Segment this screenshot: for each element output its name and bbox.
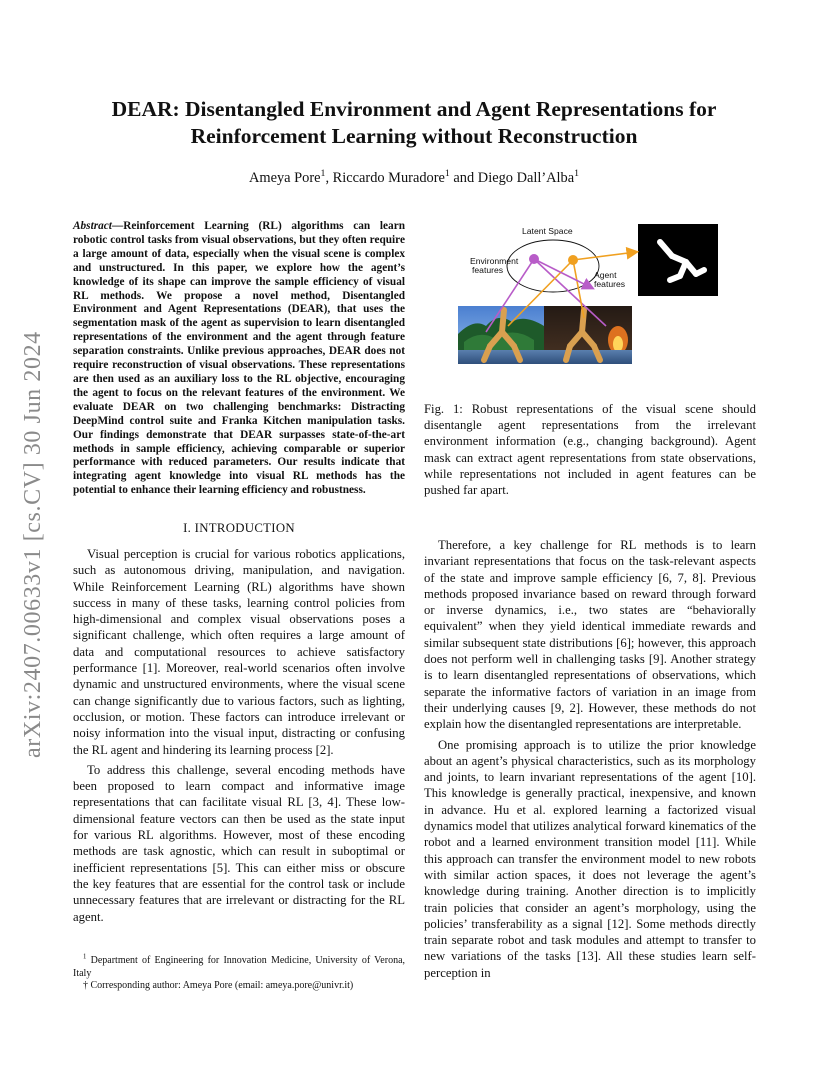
body-paragraph: Visual perception is crucial for various robotics applications, such as autonomous driving, manipulation, and navigation. While Reinforcement Learning (RL) algorithms have shown success in many of these tasks, learning control policies from high-dimensional and complex visual observations poses a significant challenge, which often requires a large amount of data and computational resources to achieve satisfactory performance [1]. Moreover, real-world scenarios often involve dynamic and unstructured environments, where the visual scene can change significantly due to various factors, such as lighting, occlusion, or motion. These factors can introduce irrelevant or noisy information into the visual input, distracting or confusing the RL agent and hindering its learning process [2].: [73, 547, 405, 757]
title-line-1: DEAR: Disentangled Environment and Agent Representations for: [111, 97, 717, 121]
environment-features-label: Environment: [470, 256, 519, 266]
author-name: Riccardo Muradore: [332, 170, 445, 186]
footnote-mark: 1: [83, 953, 87, 961]
affiliation-mark: 1: [444, 168, 450, 180]
agent-features-label: features: [594, 279, 626, 289]
author-separator: and: [449, 170, 478, 186]
footnote-text: Department of Engineering for Innovation Medicine, University of Verona, Italy: [73, 955, 406, 979]
author-name: Ameya Pore: [249, 170, 321, 186]
footnotes: [73, 955, 405, 993]
section-heading: I. INTRODUCTION: [183, 521, 295, 535]
abstract-text: Reinforcement Learning (RL) algorithms can learn robotic control tasks from visual observations, but they often require a large amount of data, especially when the visual scene is complex and unstructured. In this paper, we explore how the agent’s knowledge of its shape can improve the sample efficiency of visual RL methods. We propose a novel method, Disentangled Environment and Agent Representations (DEAR), that uses the segmentation mask of the agent as supervision to learn disentangled representations of the environment and the agent through feature separation constraints. Unlike previous approaches, DEAR does not require reconstruction of visual observations. These representations are then used as an auxiliary loss to the RL objective, encouraging the agent to focus on the relevant features of the environment. We evaluate DEAR on two challenging benchmarks: Distracting DeepMind control suite and Franka Kitchen manipulation tasks. Our findings demonstrate that DEAR surpasses state-of-the-art methods in sample efficiency, achieving comparable or superior performance with reduced parameters. Our results indicate that integrating agent knowledge into visual RL methods has the potential to enhance their learning efficiency and robustness.: [73, 220, 405, 497]
arxiv-identifier-stamp: [10, 288, 50, 758]
title-line-2: Reinforcement Learning without Reconstruction: [190, 124, 638, 148]
abstract: [73, 220, 405, 498]
figure-1: [424, 222, 756, 394]
latent-space-label: Latent Space: [522, 226, 573, 236]
agent-mask-image: [638, 224, 718, 296]
author-name: Diego Dall’Alba: [477, 170, 575, 186]
paper-title: [60, 96, 768, 150]
body-paragraph: To address this challenge, several encoding methods have been proposed to learn compact and informative image representations that can facilitate visual RL [3, 4]. These low-dimensional feature vectors can then be used as the state input for various RL algorithms. However, most of these encoding methods are task agnostic, which can result in suboptimal or inefficient representations [5]. This can either miss or obscure the key features that are essential for the control task or include unnecessary features that are irrelevant or distracting for the RL agent.: [73, 762, 405, 924]
author-list: [60, 170, 768, 187]
right-column-body: [424, 537, 756, 985]
left-column-body: [73, 546, 405, 929]
caption-text: Robust representations of the visual scene should disentangle agent representations from the irrelevant environment information (e.g., changing background). Agent mask can extract agent representations from state observations, while representations not included in agent features can be pushed far apart.: [424, 402, 756, 498]
footnote: [73, 955, 405, 980]
agent-features-label: Agent: [594, 270, 617, 280]
footnote-mark: †: [83, 980, 88, 992]
author-separator: ,: [325, 170, 333, 186]
footnote-text: Corresponding author: Ameya Pore (email: ameya.pore@univr.it): [90, 980, 354, 992]
figure-caption: [424, 401, 756, 498]
abstract-label: Abstract: [73, 220, 112, 232]
environment-features-label: features: [472, 265, 504, 275]
footnote: [73, 980, 405, 993]
affiliation-mark: 1: [574, 168, 579, 180]
caption-label: Fig. 1:: [424, 402, 463, 416]
abstract-dash: —: [111, 220, 124, 232]
body-paragraph: Therefore, a key challenge for RL methods is to learn invariant representations that focus on the task-relevant aspects of the state and improve sample efficiency [6, 7, 8]. Previous methods proposed invariance based on reward through forward or inverse dynamics, i.e., two states are “behaviorally equivalent” when they yield identical immediate rewards and similar subsequent state distributions [6]; however, this approach does not perform well in challenging tasks [9]. Another strategy is to learn disentangled representations of observations, which separate the informative factors of variation in an image from their underlying causes [9, 2]. However, these methods do not explain how the disentangled representations are interpretable.: [424, 538, 756, 732]
affiliation-mark: 1: [320, 168, 326, 180]
arxiv-id-text: arXiv:2407.00633v1 [cs.CV] 30 Jun 2024: [20, 331, 46, 758]
body-paragraph: One promising approach is to utilize the prior knowledge about an agent’s physical characteristics, such as its morphology and joints, to learn invariant representations of the agent [10]. This knowledge is generally practical, inexpensive, and known in advance. Hu et al. explored learning a factorized visual dynamics model that utilizes analytical forward kinematics of the robot and a learned environment transition model [11]. While this approach can transfer the environment model to new robots with similar action spaces, it does not leverage the agent’s knowledge during training. Another direction is to implicitly train policies that consider an agent’s morphology, using the policies’ transferability as a signal [12]. Some methods directly train separate robot and task modules and attempt to transfer to new variations of the tasks [13]. All these studies learn self-perception in: [424, 737, 756, 980]
